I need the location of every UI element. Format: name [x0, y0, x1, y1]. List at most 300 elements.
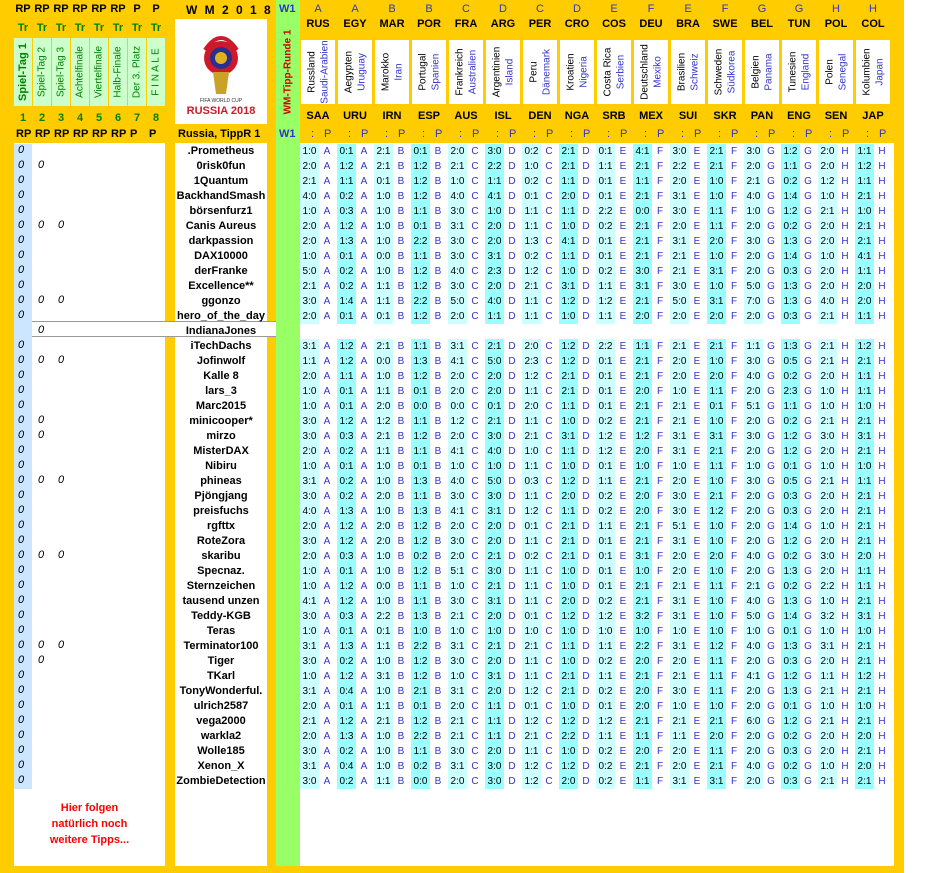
points-value: 0 — [18, 174, 25, 186]
tip-score: 1:1 — [522, 744, 541, 759]
tip-score: 3:1 — [300, 759, 319, 774]
tip-score: 2:1 — [522, 639, 541, 654]
group-tag: E — [693, 341, 701, 352]
tip-score: 2:2 — [670, 159, 689, 174]
tip-score: 1:1 — [485, 174, 504, 189]
tip-score: 1:1 — [707, 579, 726, 594]
group-tag: E — [619, 581, 627, 592]
group-tag: C — [545, 716, 553, 727]
tip-score: 0:1 — [596, 699, 615, 714]
group-tag: G — [767, 386, 775, 397]
tip-score: 5:0 — [485, 354, 504, 369]
tip-score: 1:1 — [633, 174, 652, 189]
points-value: 0 — [58, 639, 65, 651]
tip-score: 2:0 — [374, 534, 393, 549]
group-tag: C — [545, 656, 553, 667]
player-name: phineas — [200, 475, 242, 487]
tip-score: 1:0 — [559, 564, 578, 579]
tip-score: 4:0 — [300, 189, 319, 204]
row2-title: Russia, TippR 1 — [178, 128, 261, 140]
tip-score: 1:1 — [559, 444, 578, 459]
group-tag: C — [545, 596, 553, 607]
group-tag: G — [767, 206, 775, 217]
tip-score: 0:2 — [781, 174, 800, 189]
tip-score: 2:0 — [670, 549, 689, 564]
tip-score: 1:3 — [781, 684, 800, 699]
group-tag: H — [841, 311, 849, 322]
tip-score: 1:0 — [300, 624, 319, 639]
tip-score: 1:1 — [707, 204, 726, 219]
group-tag: E — [693, 146, 701, 157]
group-tag: G — [767, 671, 775, 682]
tip-score: 2:0 — [744, 444, 763, 459]
tip-score: 0:2 — [522, 144, 541, 159]
tip-score: 3:1 — [559, 279, 578, 294]
tip-score: 1:2 — [781, 429, 800, 444]
tip-score: 1:2 — [522, 759, 541, 774]
tip-score: 1:1 — [300, 354, 319, 369]
tip-score: 0:1 — [596, 144, 615, 159]
tip-score: 1:1 — [855, 384, 874, 399]
group-tag: H — [878, 611, 886, 622]
group-tag: G — [804, 176, 812, 187]
group-tag: G — [804, 626, 812, 637]
player-name: Sternzeichen — [186, 580, 256, 592]
group-letter: G — [794, 3, 804, 15]
tip-score: 2:0 — [818, 279, 837, 294]
group-tag: C — [471, 266, 479, 277]
tip-score: 0:2 — [596, 489, 615, 504]
team-names: Portugal Spanien — [412, 40, 446, 104]
group-tag: E — [693, 776, 701, 787]
tip-score: 1:2 — [337, 534, 356, 549]
svg-text:RUSSIA 2018: RUSSIA 2018 — [186, 105, 256, 117]
group-tag: C — [545, 206, 553, 217]
tip-score: 0:0 — [448, 399, 467, 414]
tip-score: 0:2 — [781, 729, 800, 744]
group-tag: F — [730, 461, 738, 472]
player-name: warkla2 — [200, 730, 242, 742]
tip-score: 0:1 — [781, 459, 800, 474]
tip-score: 2:0 — [855, 729, 874, 744]
group-tag: G — [804, 401, 812, 412]
team-away-code: MEX — [639, 110, 663, 122]
tip-score: 2:2 — [596, 204, 615, 219]
tip-score: 1:2 — [855, 339, 874, 354]
tip-score: 1:1 — [596, 729, 615, 744]
points-value: 0 — [18, 444, 25, 456]
group-tag: G — [767, 476, 775, 487]
group-tag: H — [841, 176, 849, 187]
group-tag: F — [730, 611, 738, 622]
tip-score: 2:0 — [818, 219, 837, 234]
tip-score: 2:1 — [633, 474, 652, 489]
group-tag: H — [841, 581, 849, 592]
group-tag: E — [619, 566, 627, 577]
group-tag: B — [434, 686, 442, 697]
tip-score: 2:1 — [448, 714, 467, 729]
tip-score: 3:0 — [448, 534, 467, 549]
tip-score: 1:0 — [374, 594, 393, 609]
group-tag: A — [323, 461, 331, 472]
group-tag: H — [841, 536, 849, 547]
tip-score: 1:1 — [522, 579, 541, 594]
tip-score: 1:0 — [670, 384, 689, 399]
page-title: W M 2 0 1 8 — [186, 3, 273, 17]
group-tag: G — [767, 431, 775, 442]
points-value: 0 — [18, 579, 25, 591]
points-value: 0 — [18, 534, 25, 546]
points-value: 0 — [18, 339, 25, 351]
group-tag: A — [360, 656, 368, 667]
player-name: lars_3 — [205, 385, 237, 397]
tip-score: 1:1 — [559, 249, 578, 264]
group-tag: A — [360, 386, 368, 397]
tip-score: 1:0 — [707, 279, 726, 294]
group-tag: G — [804, 551, 812, 562]
group-tag: A — [323, 446, 331, 457]
tip-score: 1:2 — [596, 714, 615, 729]
tip-score: 2:1 — [744, 579, 763, 594]
tip-score: 2:0 — [448, 549, 467, 564]
phase-label: F I N A L E — [147, 38, 165, 106]
points-value: 0 — [58, 549, 65, 561]
points-value: 0 — [18, 699, 25, 711]
group-tag: D — [508, 221, 516, 232]
tip-score: 2:0 — [818, 144, 837, 159]
group-tag: F — [656, 221, 664, 232]
tip-score: 1:2 — [337, 354, 356, 369]
tip-score: 1:1 — [855, 579, 874, 594]
group-tag: B — [434, 476, 442, 487]
group-tag: G — [767, 731, 775, 742]
tip-score: 1:1 — [855, 369, 874, 384]
tip-score: 1:1 — [522, 564, 541, 579]
group-tag: H — [841, 596, 849, 607]
group-tag: H — [878, 191, 886, 202]
group-tag: H — [878, 416, 886, 427]
group-tag: C — [545, 371, 553, 382]
group-tag: A — [323, 611, 331, 622]
tip-score: 3:1 — [707, 264, 726, 279]
w1-column — [276, 127, 300, 866]
group-tag: B — [397, 611, 405, 622]
tip-score: 3:1 — [818, 639, 837, 654]
team-home-code: COS — [602, 18, 626, 30]
tip-score: 2:1 — [559, 549, 578, 564]
tip-score: 0:2 — [337, 744, 356, 759]
tip-score: 1:0 — [300, 144, 319, 159]
tip-score: 0:2 — [522, 549, 541, 564]
group-tag: C — [471, 296, 479, 307]
tip-score: 2:1 — [855, 594, 874, 609]
tip-score: 2:1 — [374, 144, 393, 159]
group-tag: H — [878, 626, 886, 637]
group-tag: A — [323, 431, 331, 442]
tip-score: 0:2 — [337, 444, 356, 459]
tip-score: 0:1 — [411, 219, 430, 234]
tip-score: 4:0 — [300, 504, 319, 519]
group-tag: D — [582, 491, 590, 502]
tip-score: 2:1 — [633, 234, 652, 249]
tip-score: 1:2 — [337, 519, 356, 534]
tip-score: 2:0 — [485, 519, 504, 534]
tip-score: 1:1 — [781, 399, 800, 414]
tip-score: 1:2 — [411, 669, 430, 684]
tip-score: 3:0 — [448, 489, 467, 504]
phase-number: 8 — [152, 112, 160, 124]
tip-score: 3:1 — [448, 639, 467, 654]
tip-score: 2:0 — [855, 759, 874, 774]
tip-score: 0:3 — [781, 744, 800, 759]
group-tag: E — [693, 536, 701, 547]
group-tag: B — [434, 701, 442, 712]
group-letter: B — [388, 3, 396, 15]
group-tag: E — [693, 221, 701, 232]
team-names: Costa Rica Serbien — [597, 40, 631, 104]
group-tag: G — [804, 641, 812, 652]
tip-score: 4:1 — [300, 594, 319, 609]
group-tag: D — [508, 401, 516, 412]
group-tag: A — [323, 191, 331, 202]
group-tag: H — [878, 776, 886, 787]
tip-score: 3:1 — [670, 639, 689, 654]
group-tag: F — [730, 341, 738, 352]
tip-score: 2:0 — [818, 264, 837, 279]
points-value: 0 — [18, 279, 25, 291]
tip-score: 2:2 — [411, 294, 430, 309]
tip-score: 1:2 — [411, 264, 430, 279]
group-tag: H — [841, 236, 849, 247]
tip-score: 3:0 — [670, 144, 689, 159]
tip-score: 1:3 — [781, 564, 800, 579]
points-value: 0 — [18, 309, 25, 321]
tip-score: 2:1 — [300, 714, 319, 729]
group-tag: G — [804, 146, 812, 157]
rp-header: RP — [53, 3, 69, 15]
tip-score: 2:0 — [670, 354, 689, 369]
group-tag: D — [508, 161, 516, 172]
tip-score: 2:0 — [818, 729, 837, 744]
tip-score: 0:1 — [337, 699, 356, 714]
tip-score: 1:1 — [411, 489, 430, 504]
tip-score: 2:1 — [855, 219, 874, 234]
group-tag: C — [471, 716, 479, 727]
group-tag: G — [767, 146, 775, 157]
group-tag: A — [323, 221, 331, 232]
tip-score: 1:2 — [559, 354, 578, 369]
group-tag: A — [360, 551, 368, 562]
tip-score: 2:0 — [633, 444, 652, 459]
tip-score: 0:3 — [337, 429, 356, 444]
tip-score: 2:0 — [485, 384, 504, 399]
group-tag: A — [323, 371, 331, 382]
tip-score: 1:0 — [448, 174, 467, 189]
group-tag: F — [656, 476, 664, 487]
tip-score: 1:0 — [374, 369, 393, 384]
group-tag: C — [471, 386, 479, 397]
tip-score: 0:1 — [337, 309, 356, 324]
tip-score: 1:0 — [300, 204, 319, 219]
tip-score: 1:1 — [374, 774, 393, 789]
tip-score: 1:2 — [781, 204, 800, 219]
group-tag: G — [804, 371, 812, 382]
group-tag: H — [841, 161, 849, 172]
tip-score: 1:2 — [522, 684, 541, 699]
team-away-code: ESP — [417, 110, 440, 122]
tip-score: 3:0 — [818, 429, 837, 444]
group-tag: G — [767, 521, 775, 532]
tip-score: 5:0 — [300, 264, 319, 279]
tip-score: 2:1 — [633, 534, 652, 549]
tip-score: 1:0 — [855, 204, 874, 219]
group-tag: D — [508, 536, 516, 547]
group-tag: H — [841, 296, 849, 307]
group-tag: B — [434, 611, 442, 622]
group-tag: B — [397, 416, 405, 427]
group-tag: D — [508, 236, 516, 247]
tip-score: 2:0 — [744, 774, 763, 789]
tip-score: 2:1 — [818, 774, 837, 789]
tip-score: 1:0 — [818, 594, 837, 609]
tip-score: 1:3 — [781, 294, 800, 309]
player-name: TonyWonderful. — [179, 685, 263, 697]
tip-score: 2:2 — [411, 234, 430, 249]
group-tag: H — [878, 296, 886, 307]
team-names: Schweden Südkorea — [708, 40, 742, 104]
group-tag: H — [878, 386, 886, 397]
tip-score: 5:1 — [744, 399, 763, 414]
group-tag: C — [545, 311, 553, 322]
group-tag: E — [693, 566, 701, 577]
group-tag: G — [804, 776, 812, 787]
tip-score: 1:1 — [707, 744, 726, 759]
group-tag: E — [619, 236, 627, 247]
tip-score: 1:0 — [374, 504, 393, 519]
group-tag: F — [656, 461, 664, 472]
group-letter: H — [869, 3, 877, 15]
group-tag: G — [767, 581, 775, 592]
group-tag: F — [656, 746, 664, 757]
points-mark: P — [805, 128, 813, 140]
tip-score: 1:1 — [707, 684, 726, 699]
tip-score: 2:0 — [448, 369, 467, 384]
points-value: 0 — [18, 474, 25, 486]
group-tag: D — [582, 506, 590, 517]
phase-label: Viertelfinale — [90, 38, 108, 106]
group-letter: F — [721, 3, 729, 15]
group-tag: E — [693, 761, 701, 772]
tip-score: 3:1 — [374, 669, 393, 684]
tip-score: 2:1 — [633, 159, 652, 174]
tip-score: 0:3 — [337, 609, 356, 624]
group-letter: E — [610, 3, 618, 15]
left-stripe — [14, 324, 32, 339]
group-tag: H — [878, 596, 886, 607]
group-tag: D — [508, 431, 516, 442]
group-tag: H — [841, 491, 849, 502]
group-tag: G — [804, 536, 812, 547]
tip-score: 1:0 — [485, 624, 504, 639]
group-tag: E — [693, 476, 701, 487]
tip-score: 0:1 — [337, 564, 356, 579]
tip-score: 2:1 — [818, 339, 837, 354]
tip-score: 2:0 — [818, 369, 837, 384]
tip-score: 1:4 — [781, 609, 800, 624]
group-tag: G — [804, 311, 812, 322]
tip-score: 0:1 — [522, 699, 541, 714]
group-tag: B — [434, 776, 442, 787]
tip-score: 2:0 — [670, 309, 689, 324]
group-tag: F — [730, 146, 738, 157]
tip-score: 1:0 — [559, 654, 578, 669]
group-tag: H — [841, 611, 849, 622]
group-tag: F — [730, 296, 738, 307]
group-tag: F — [656, 731, 664, 742]
group-tag: H — [878, 161, 886, 172]
team-names: Polen Senegal — [819, 40, 853, 104]
tip-score: 1:3 — [337, 639, 356, 654]
group-tag: C — [545, 221, 553, 232]
tip-score: 1:0 — [559, 414, 578, 429]
group-tag: G — [804, 446, 812, 457]
tip-score: 2:0 — [707, 234, 726, 249]
group-tag: D — [508, 251, 516, 262]
points-value: 0 — [18, 264, 25, 276]
tip-score: 0:1 — [596, 234, 615, 249]
colon-mark: : — [422, 128, 426, 140]
team-away-code: SEN — [824, 110, 848, 122]
tip-score: 2:2 — [485, 159, 504, 174]
group-tag: C — [545, 506, 553, 517]
tip-score: 3:1 — [670, 594, 689, 609]
colon-mark: : — [385, 128, 389, 140]
group-tag: D — [508, 566, 516, 577]
group-tag: D — [508, 341, 516, 352]
tip-score: 2:1 — [707, 489, 726, 504]
tip-score: 0:1 — [337, 249, 356, 264]
tip-score: 3:0 — [670, 504, 689, 519]
player-name: mirzo — [206, 430, 236, 442]
group-tag: B — [434, 161, 442, 172]
group-tag: F — [656, 536, 664, 547]
tip-score: 1:2 — [337, 159, 356, 174]
team-home-code: CRO — [564, 18, 590, 30]
player-name: Canis Aureus — [185, 220, 257, 232]
group-tag: H — [841, 776, 849, 787]
group-tag: D — [508, 476, 516, 487]
tip-score: 2:1 — [670, 399, 689, 414]
tr-header: Tr — [93, 22, 105, 34]
tip-score: 0:2 — [781, 369, 800, 384]
team-names: Kroatien Nigeria — [560, 40, 594, 104]
group-tag: E — [693, 461, 701, 472]
tip-score: 3:0 — [485, 759, 504, 774]
tip-score: 2:1 — [485, 414, 504, 429]
tip-score: 2:1 — [448, 609, 467, 624]
tip-score: 1:0 — [448, 669, 467, 684]
tip-score: 1:0 — [818, 459, 837, 474]
group-tag: H — [841, 506, 849, 517]
group-letter: D — [573, 3, 581, 15]
group-tag: B — [434, 401, 442, 412]
group-tag: C — [471, 506, 479, 517]
group-tag: G — [767, 566, 775, 577]
left-border — [0, 0, 14, 866]
tip-score: 2:0 — [670, 474, 689, 489]
team-names: Frankreich Australien — [449, 40, 483, 104]
tip-score: 1:2 — [522, 774, 541, 789]
